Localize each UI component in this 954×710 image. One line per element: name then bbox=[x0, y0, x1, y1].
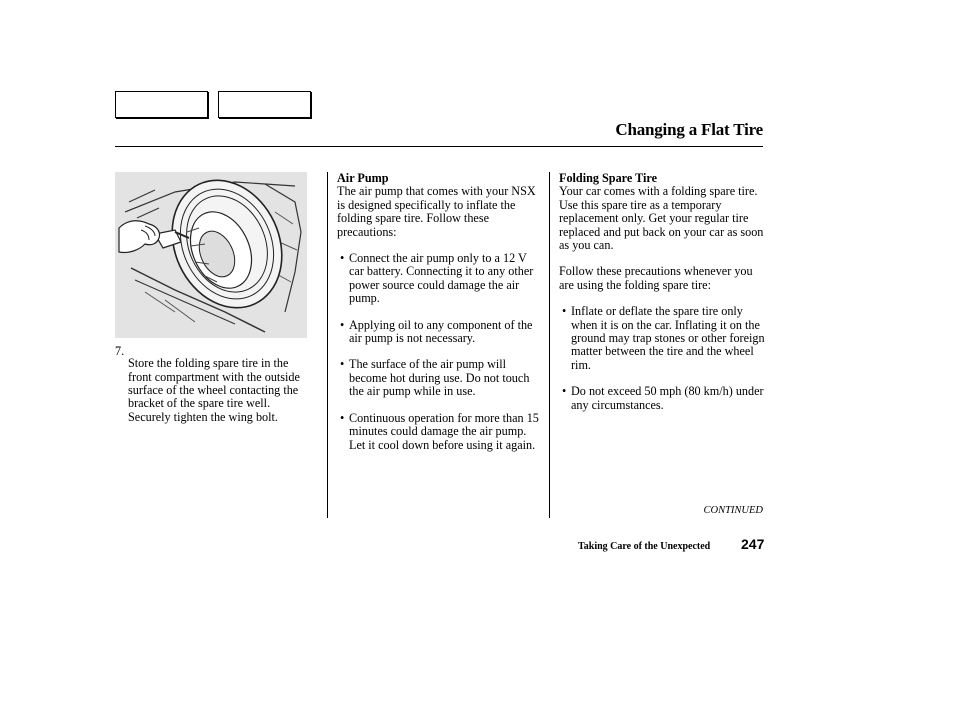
air-pump-bullet-4 bbox=[337, 412, 541, 452]
bullet-glyph: • bbox=[340, 251, 345, 266]
bullet-glyph: • bbox=[562, 304, 567, 319]
air-pump-heading: Air Pump bbox=[337, 171, 389, 185]
air-pump-intro: The air pump that comes with your NSX is designed specifically to inflate the folding spare tire. Follow these precautions: bbox=[337, 184, 536, 239]
folding-spare-intro: Your car comes with a folding spare tire. Use this spare tire as a temporary replacement only. Get your regular tire replaced and put back on your car as soon as you can. bbox=[559, 184, 764, 253]
bullet-text: Connect the air pump only to a 12 V car battery. Connecting it to any other power source could damage the air pump. bbox=[349, 251, 534, 306]
bullet-glyph: • bbox=[340, 357, 345, 372]
spare-tire-illustration-icon bbox=[115, 172, 307, 338]
page-number: 247 bbox=[741, 536, 765, 552]
column-divider-1 bbox=[327, 172, 328, 518]
folding-spare-section bbox=[559, 172, 765, 412]
folding-spare-heading: Folding Spare Tire bbox=[559, 171, 657, 185]
air-pump-section bbox=[337, 172, 541, 452]
bullet-text: Inflate or deflate the spare tire only when it is on the car. Inflating it on the ground may trap stones or other foreign matter between the tire and the wheel rim. bbox=[571, 304, 765, 372]
bullet-text: Do not exceed 50 mph (80 km/h) under any circumstances. bbox=[571, 384, 764, 412]
step-number: 7. bbox=[115, 344, 125, 358]
bullet-text: The surface of the air pump will become hot during use. Do not touch the air pump while in use. bbox=[349, 357, 530, 399]
folding-spare-bullet-2 bbox=[559, 385, 765, 412]
spare-tire-illustration bbox=[115, 172, 307, 338]
air-pump-bullet-3 bbox=[337, 358, 541, 398]
nav-tab-box-2[interactable] bbox=[218, 91, 311, 118]
bullet-glyph: • bbox=[340, 317, 345, 332]
continued-label: CONTINUED bbox=[703, 505, 763, 516]
column-divider-2 bbox=[549, 172, 550, 518]
bullet-glyph: • bbox=[562, 384, 567, 399]
footer-section-title: Taking Care of the Unexpected bbox=[578, 541, 711, 552]
nav-tab-box-1[interactable] bbox=[115, 91, 208, 118]
folding-spare-precautions: Follow these precautions whenever you are using the folding spare tire: bbox=[559, 264, 753, 292]
bullet-glyph: • bbox=[340, 410, 345, 425]
title-divider bbox=[115, 146, 763, 147]
step-text: Store the folding spare tire in the front compartment with the outside surface of the wheel contacting the bracket of the spare tire well. Securely tighten the wing bolt. bbox=[128, 356, 300, 424]
air-pump-bullet-2 bbox=[337, 319, 541, 346]
bullet-text: Applying oil to any component of the air pump is not necessary. bbox=[349, 317, 533, 346]
bullet-text: Continuous operation for more than 15 minutes could damage the air pump. Let it cool down before using it again. bbox=[349, 410, 539, 452]
folding-spare-bullet-1 bbox=[559, 305, 765, 372]
step-7 bbox=[115, 345, 315, 436]
air-pump-bullet-1 bbox=[337, 252, 541, 306]
page-title: Changing a Flat Tire bbox=[615, 120, 763, 139]
